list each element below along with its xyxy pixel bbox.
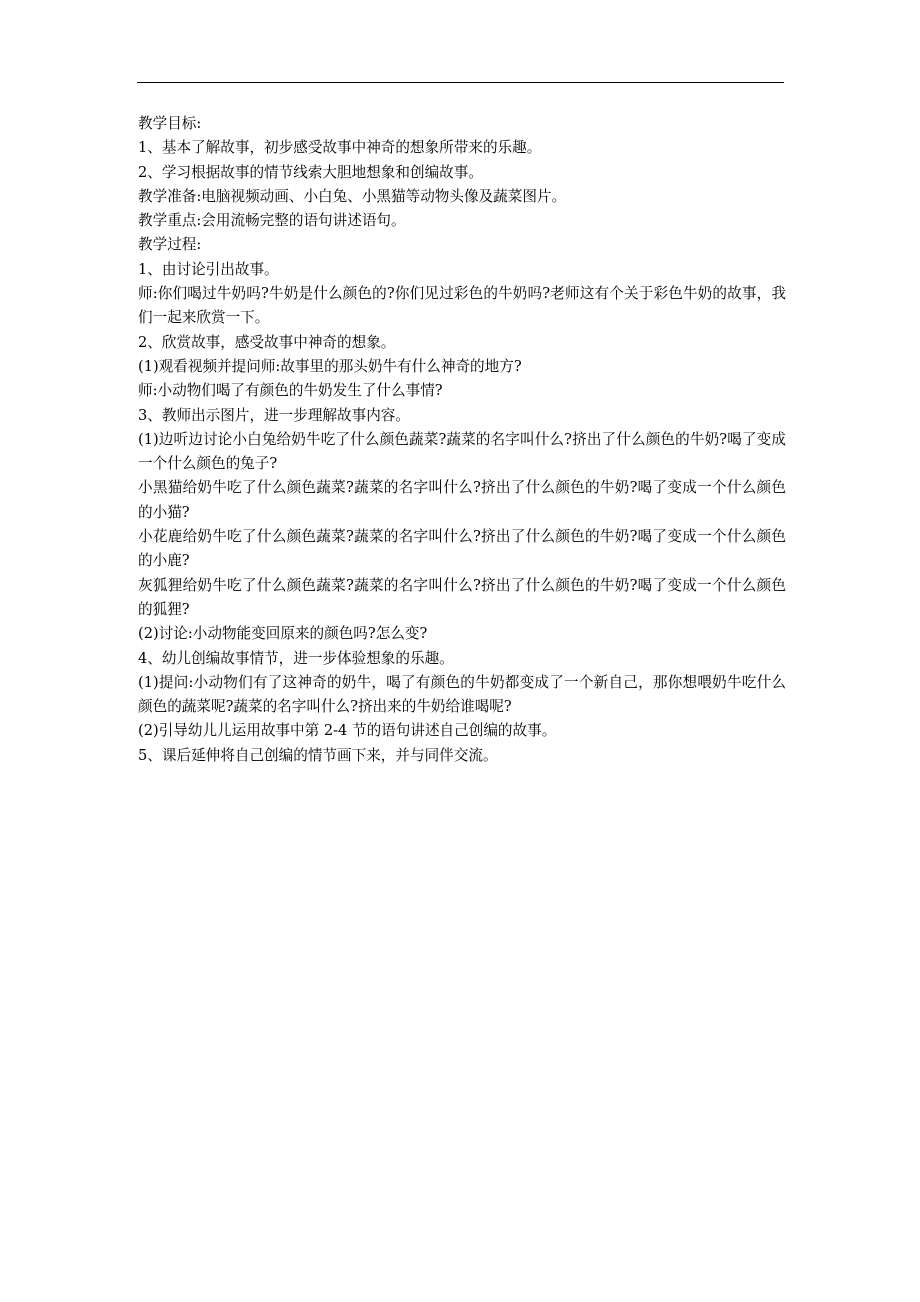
paragraph: (1)边听边讨论小白兔给奶牛吃了什么颜色蔬菜?蔬菜的名字叫什么?挤出了什么颜色的牛奶?喝了变成一个什么颜色的兔子? bbox=[138, 430, 786, 473]
paragraph: 小黑猫给奶牛吃了什么颜色蔬菜?蔬菜的名字叫什么?挤出了什么颜色的牛奶?喝了变成一个什么颜色的小猫? bbox=[138, 479, 786, 521]
teaching-focus: 教学重点:会用流畅完整的语句讲述语句。 bbox=[138, 212, 406, 230]
paragraph: (2)引导幼儿儿运用故事中第 2-4 节的语句讲述自己创编的故事。 bbox=[138, 722, 557, 740]
teaching-preparation: 教学准备:电脑视频动画、小白兔、小黑猫等动物头像及蔬菜图片。 bbox=[138, 187, 567, 205]
paragraph: (1)观看视频并提问师:故事里的那头奶牛有什么神奇的地方? bbox=[138, 357, 522, 375]
process-step: 1、由讨论引出故事。 bbox=[138, 260, 279, 278]
header-rule bbox=[137, 82, 784, 83]
objective-item: 1、基本了解故事，初步感受故事中神奇的想象所带来的乐趣。 bbox=[138, 139, 542, 157]
paragraph: 灰狐狸给奶牛吃了什么颜色蔬菜?蔬菜的名字叫什么?挤出了什么颜色的牛奶?喝了变成一个什么颜色的狐狸? bbox=[138, 576, 786, 618]
heading-objectives: 教学目标: bbox=[138, 115, 202, 132]
heading-process: 教学过程: bbox=[138, 236, 202, 254]
paragraph: (1)提问:小动物们有了这神奇的奶牛，喝了有颜色的牛奶都变成了一个新自己，那你想喂奶牛吃什么颜色的蔬菜呢?蔬菜的名字叫什么?挤出来的牛奶给谁喝呢? bbox=[138, 673, 786, 716]
process-step: 5、课后延伸将自己创编的情节画下来，并与同伴交流。 bbox=[138, 746, 498, 764]
objective-item: 2、学习根据故事的情节线索大胆地想象和创编故事。 bbox=[138, 163, 483, 181]
process-step: 4、幼儿创编故事情节，进一步体验想象的乐趣。 bbox=[138, 649, 454, 667]
paragraph: (2)讨论:小动物能变回原来的颜色吗?怎么变? bbox=[138, 625, 428, 643]
process-step: 3、教师出示图片，进一步理解故事内容。 bbox=[138, 406, 410, 424]
process-step: 2、欣赏故事，感受故事中神奇的想象。 bbox=[138, 333, 396, 351]
paragraph: 小花鹿给奶牛吃了什么颜色蔬菜?蔬菜的名字叫什么?挤出了什么颜色的牛奶?喝了变成一个什么颜色的小鹿? bbox=[138, 528, 786, 570]
paragraph: 师:小动物们喝了有颜色的牛奶发生了什么事情? bbox=[138, 382, 443, 400]
paragraph: 师:你们喝过牛奶吗?牛奶是什么颜色的?你们见过彩色的牛奶吗?老师这有个关于彩色牛奶的故事，我们一起来欣赏一下。 bbox=[138, 285, 786, 327]
document-body bbox=[138, 112, 786, 768]
